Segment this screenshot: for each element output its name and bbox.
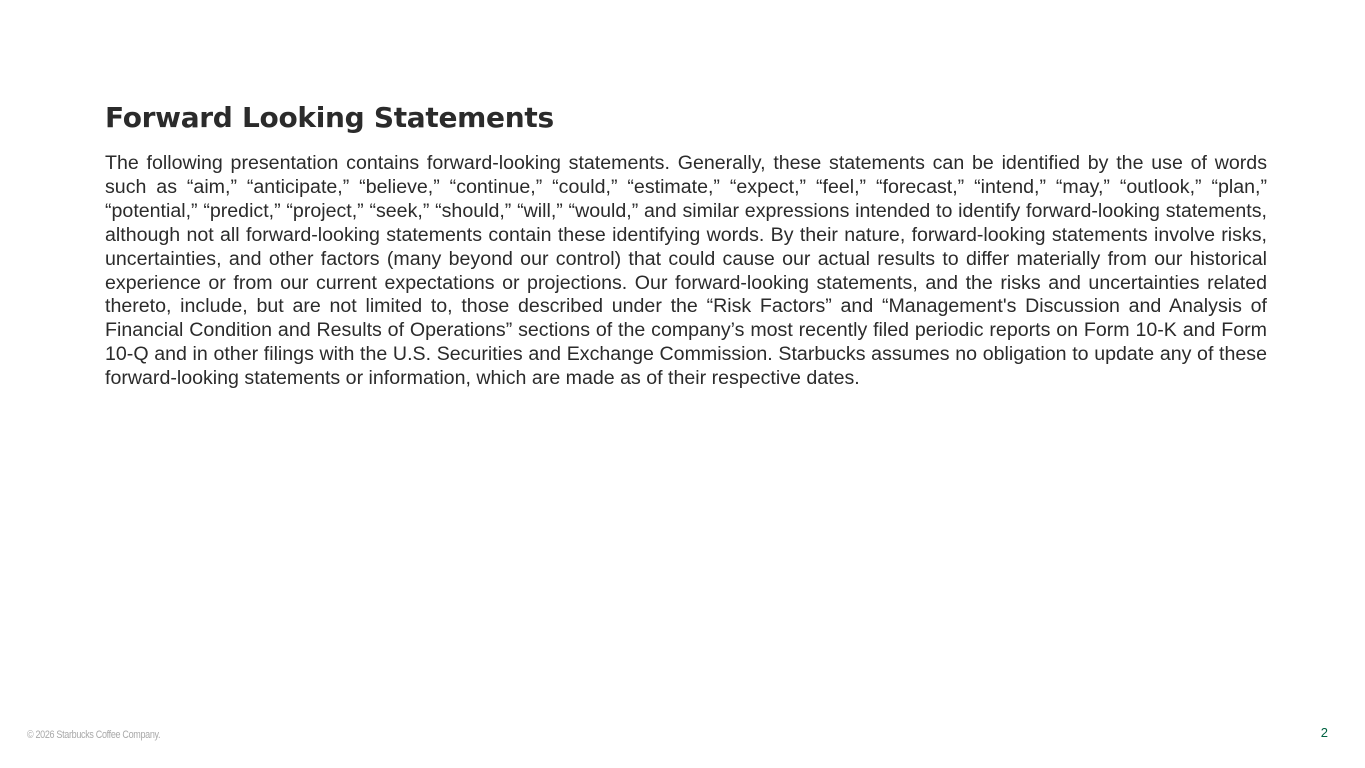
- page-number: 2: [1320, 725, 1328, 740]
- forward-looking-statement-body: The following presentation contains forward-looking statements. Generally, these statements can be identified by the use of words such as “aim,” “anticipate,” “believe,” “continue,” “could,” “estimate,” “expect,” “feel,” “forecast,” “intend,” “may,” “outlook,” “plan,” “potential,” “predict,” “project,” “seek,” “should,” “will,” “would,” and similar expressions intended to identify forward-looking statements, although not all forward-looking statements contain these identifying words. By their nature, forward-looking statements involve risks, uncertainties, and other factors (many beyond our control) that could cause our actual results to differ materially from our historical experience or from our current expectations or projections. Our forward-looking statements, and the risks and uncertainties related thereto, include, but are not limited to, those described under the “Risk Factors” and “Management's Discussion and Analysis of Financial Condition and Results of Operations” sections of the company’s most recently filed periodic reports on Form 10-K and Form 10-Q and in other filings with the U.S. Securities and Exchange Commission. Starbucks assumes no obligation to update any of these forward-looking statements or information, which are made as of their respective dates.: [105, 152, 1267, 390]
- footer-copyright: © 2026 Starbucks Coffee Company.: [27, 729, 161, 741]
- slide-title: Forward Looking Statements: [105, 101, 554, 134]
